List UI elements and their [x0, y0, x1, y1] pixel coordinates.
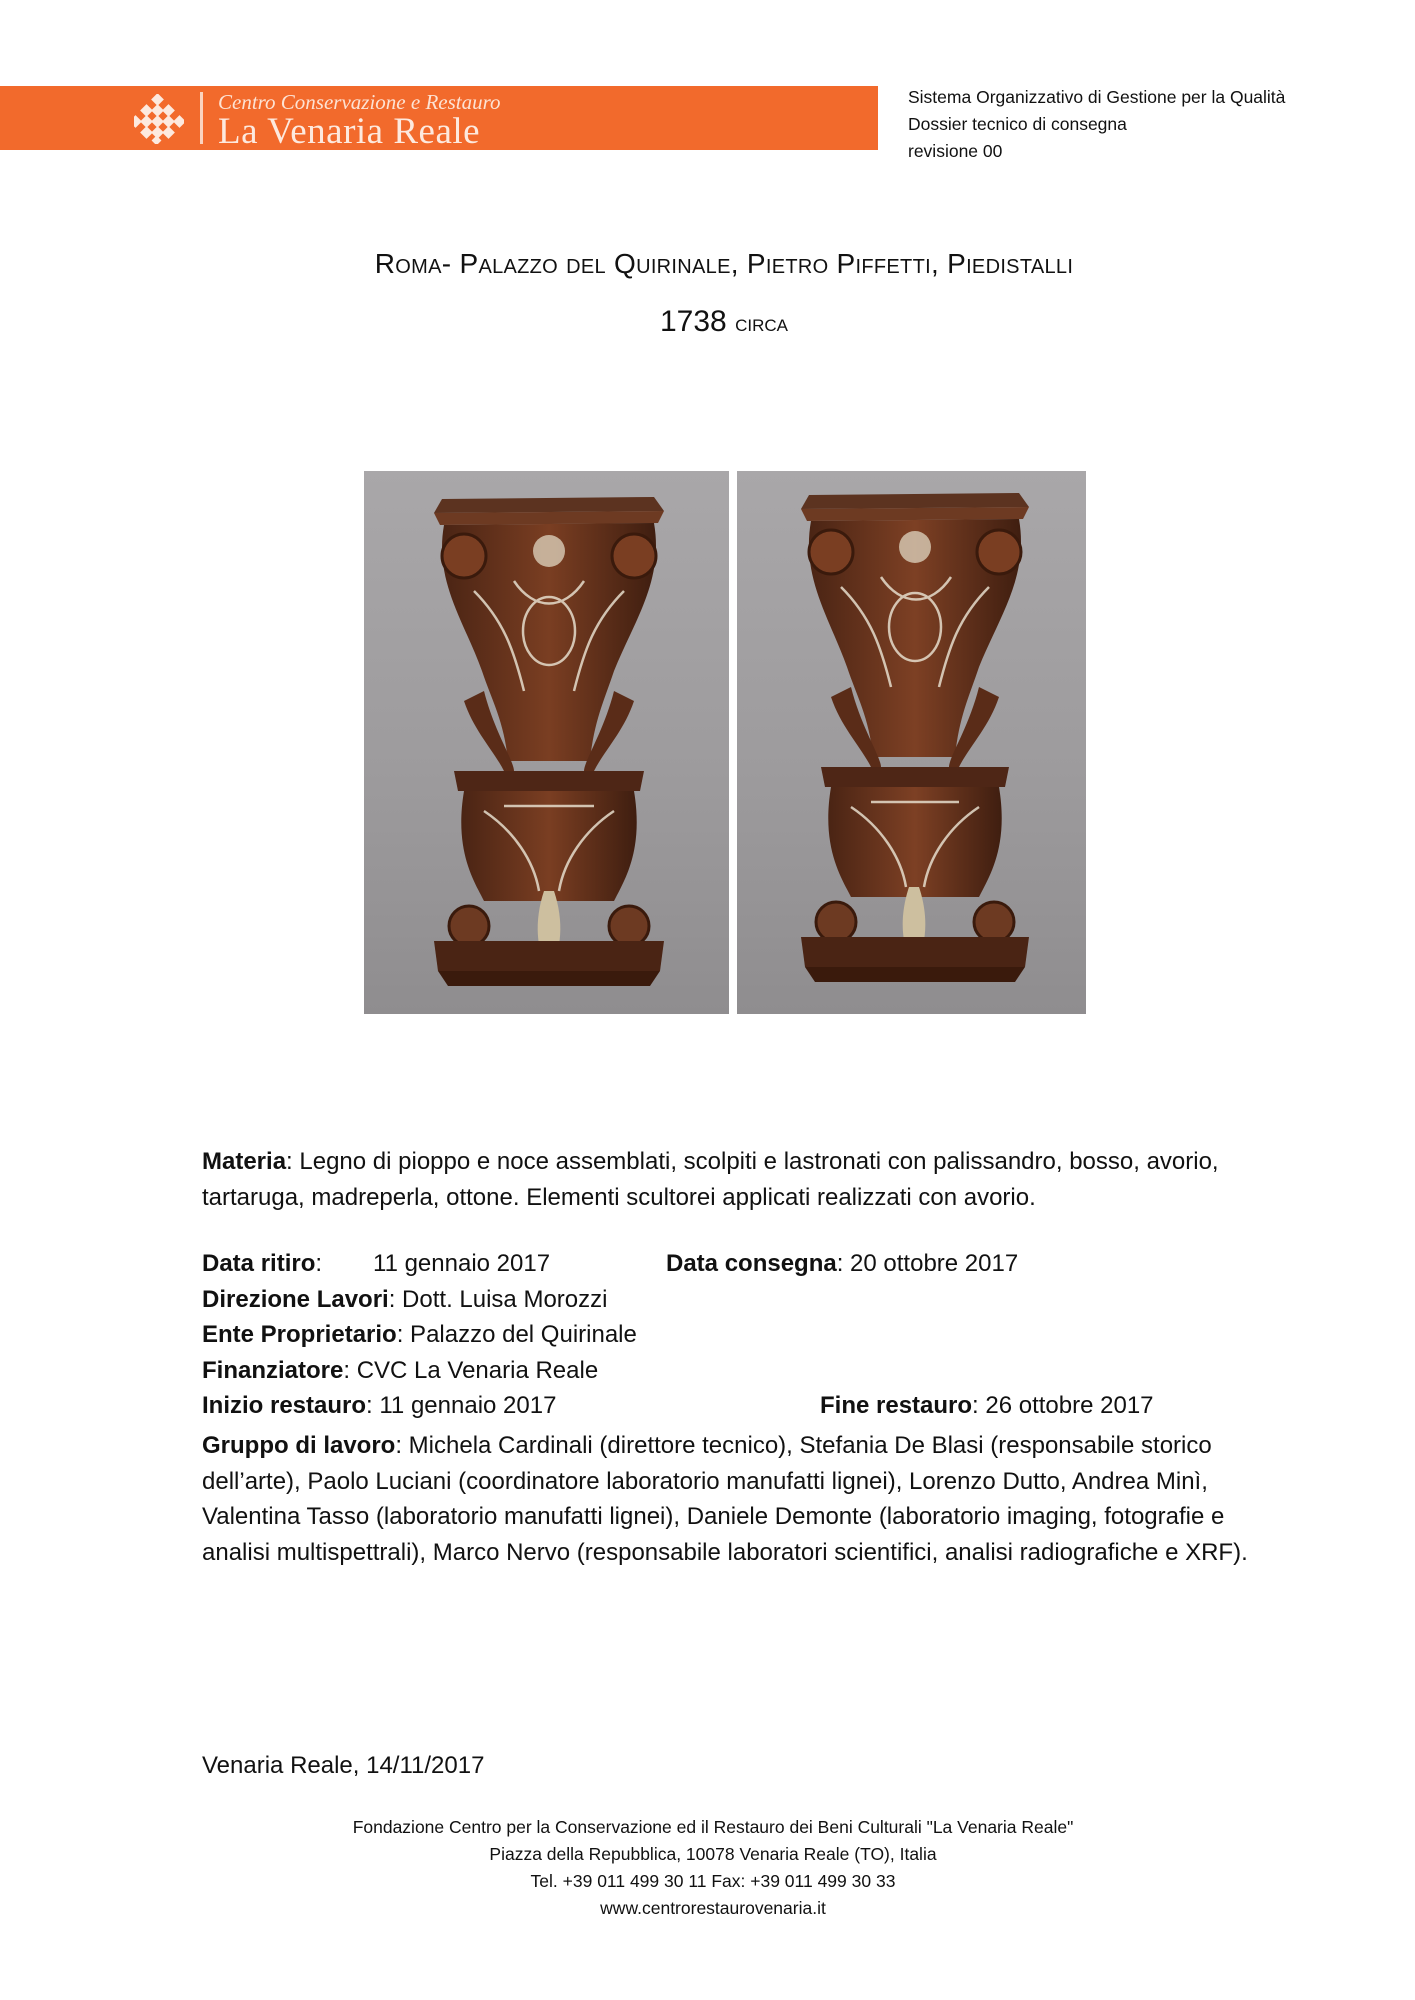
document-date: [0, 305, 1415, 339]
quality-line-2: Dossier tecnico di consegna: [908, 114, 1127, 134]
gruppo-label: Gruppo di lavoro: [202, 1432, 396, 1459]
direzione-row: [202, 1286, 607, 1314]
data-ritiro-value: 11 gennaio 2017: [373, 1250, 551, 1277]
materia-value: : Legno di pioppo e noce assemblati, scolpiti e lastronati con palissandro, bosso, avorio, tartaruga, madreperla, ottone. Elementi scultorei applicati realizzati con avorio.: [202, 1148, 1219, 1211]
direzione-value: : Dott. Luisa Morozzi: [388, 1286, 608, 1313]
gruppo-value: : Michela Cardinali (direttore tecnico), Stefania De Blasi (responsabile storico dell’arte), Paolo Luciani (coordinatore laboratorio manufatti lignei), Lorenzo Dutto, Andrea Minì, Valentina Tasso (laboratorio manufatti lignei), Daniele Demonte (laboratorio imaging, fotografie e analisi multispettrali), Marco Nervo (responsabile laboratori scientifici, analisi radiografiche e XRF).: [202, 1432, 1248, 1566]
ente-label: Ente Proprietario: [202, 1321, 397, 1348]
place-date: Venaria Reale, 14/11/2017: [202, 1752, 485, 1779]
footer-line-1: Fondazione Centro per la Conservazione ed il Restauro dei Beni Culturali "La Venaria Reale": [352, 1817, 1074, 1837]
quality-system-block: [908, 84, 1285, 165]
direzione-label: Direzione Lavori: [202, 1286, 389, 1313]
year: 1738: [660, 305, 727, 338]
circa-label: circa: [735, 310, 788, 337]
finanziatore-value: : CVC La Venaria Reale: [343, 1357, 599, 1384]
fine-value: : 26 ottobre 2017: [972, 1392, 1154, 1419]
quality-line-1: Sistema Organizzativo di Gestione per la Qualità: [908, 87, 1286, 107]
footer-line-3: Tel. +39 011 499 30 11 Fax: +39 011 499 30 33: [530, 1871, 896, 1891]
diamond-grid-logo-icon: [134, 94, 184, 144]
data-ritiro-row: Data ritiro:: [202, 1250, 323, 1277]
footer: [0, 1814, 1415, 1922]
footer-website-link[interactable]: www.centrorestaurovenaria.it: [600, 1898, 826, 1918]
gruppo-paragraph: [202, 1428, 1262, 1570]
data-ritiro-label: Data ritiro: [202, 1250, 316, 1277]
materia-paragraph: [202, 1144, 1262, 1215]
brand-subtitle: Centro Conservazione e Restauro: [218, 90, 501, 114]
piedestal-illustration-icon: [364, 471, 729, 1014]
ente-row: [202, 1321, 637, 1349]
finanziatore-row: [202, 1357, 598, 1385]
quality-line-3: revisione 00: [908, 141, 1003, 161]
piedestal-illustration-icon: [737, 471, 1086, 1014]
fine-row: [820, 1392, 1154, 1420]
piedestal-photo-left: [364, 471, 729, 1014]
materia-label: Materia: [202, 1148, 287, 1175]
footer-line-2: Piazza della Repubblica, 10078 Venaria Reale (TO), Italia: [489, 1844, 937, 1864]
data-consegna-value: : 20 ottobre 2017: [836, 1250, 1019, 1277]
inizio-row: [202, 1392, 556, 1420]
inizio-value: : 11 gennaio 2017: [366, 1392, 557, 1419]
finanziatore-label: Finanziatore: [202, 1357, 344, 1384]
piedestal-photo-right: [737, 471, 1086, 1014]
inizio-label: Inizio restauro: [202, 1392, 367, 1419]
document-title: Roma- Palazzo del Quirinale, Pietro Piffetti, Piedistalli: [374, 248, 1074, 279]
brand-name: La Venaria Reale: [218, 111, 481, 152]
brand-divider: [200, 92, 203, 144]
ente-value: : Palazzo del Quirinale: [396, 1321, 637, 1348]
fine-label: Fine restauro: [820, 1392, 973, 1419]
data-consegna-row: [666, 1250, 1018, 1278]
data-consegna-label: Data consegna: [666, 1250, 837, 1277]
brand-banner: [0, 86, 878, 150]
